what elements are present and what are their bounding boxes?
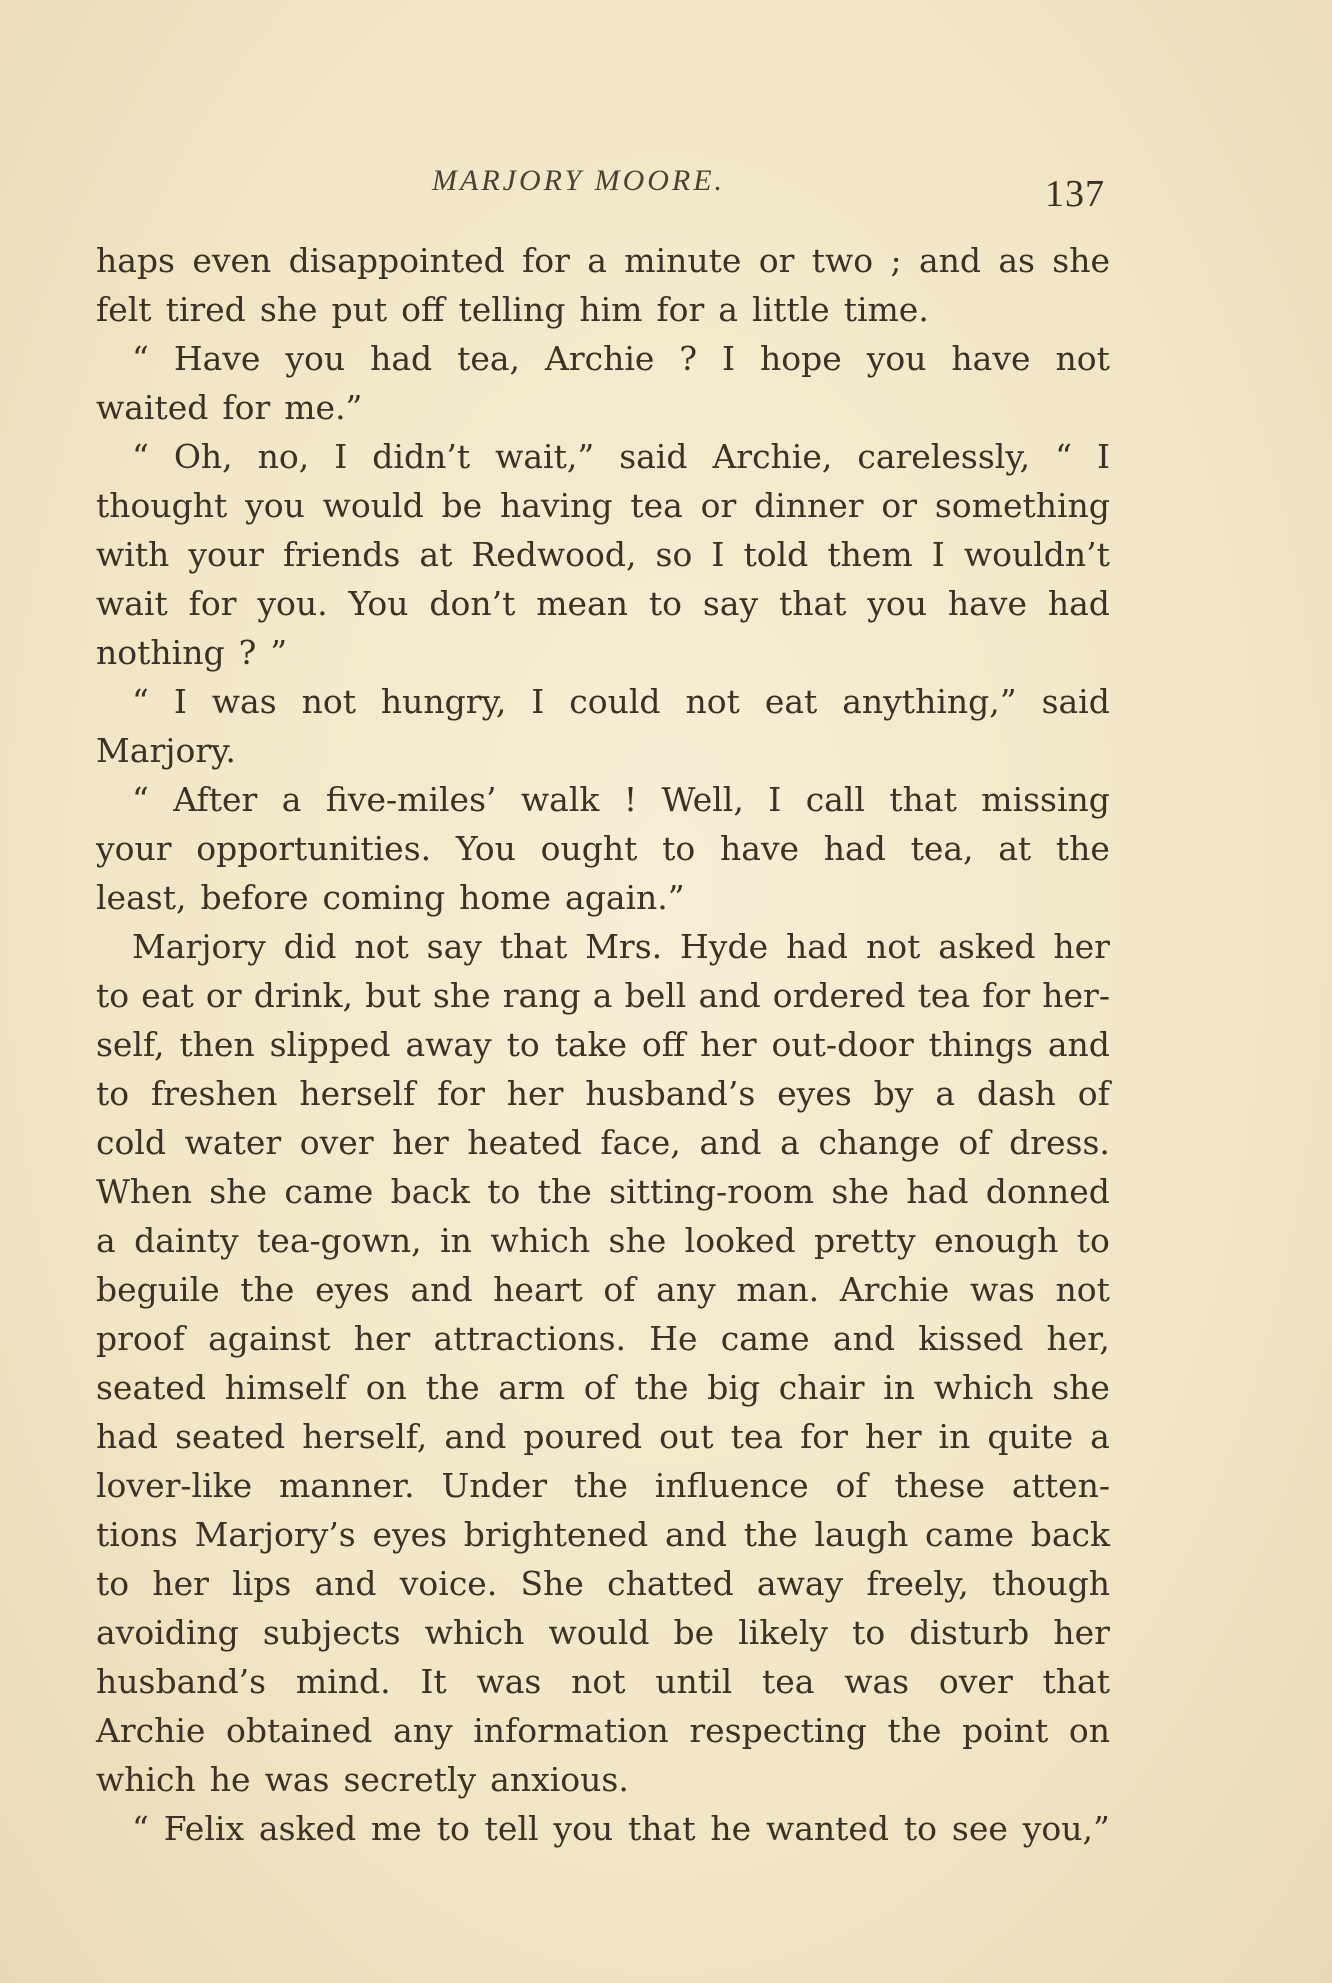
text-line: your opportunities. You ought to have had tea, at the xyxy=(96,829,1110,868)
text-line: Archie obtained any information respecting the point on xyxy=(96,1711,1110,1750)
text-line: When she came back to the sitting-room she had donned xyxy=(96,1172,1110,1211)
body-text xyxy=(96,236,1110,1853)
page-number: 137 xyxy=(1045,173,1105,215)
text-line: “ Have you had tea, Archie ? I hope you have not xyxy=(132,339,1110,378)
text-line: waited for me.” xyxy=(96,388,363,427)
text-line: to eat or drink, but she rang a bell and ordered tea for her- xyxy=(96,976,1110,1015)
text-line: thought you would be having tea or dinner or something xyxy=(96,486,1110,525)
text-line: cold water over her heated face, and a change of dress. xyxy=(96,1123,1110,1162)
text-line: “ After a five-miles’ walk ! Well, I call that missing xyxy=(132,780,1110,819)
text-line: with your friends at Redwood, so I told them I wouldn’t xyxy=(96,535,1110,574)
text-line: seated himself on the arm of the big chair in which she xyxy=(96,1368,1110,1407)
text-line: “ I was not hungry, I could not eat anything,” said xyxy=(132,682,1110,721)
text-line: lover-like manner. Under the influence of these atten- xyxy=(96,1466,1110,1505)
text-line: to her lips and voice. She chatted away freely, though xyxy=(96,1564,1110,1603)
text-line: which he was secretly anxious. xyxy=(96,1760,629,1799)
text-line: “ Oh, no, I didn’t wait,” said Archie, carelessly, “ I xyxy=(132,437,1110,476)
text-line: self, then slipped away to take off her out-door things and xyxy=(96,1025,1110,1064)
running-title: MARJORY MOORE. xyxy=(432,164,726,197)
text-line: tions Marjory’s eyes brightened and the laugh came back xyxy=(96,1515,1110,1554)
text-line: nothing ? ” xyxy=(96,633,288,672)
text-line: haps even disappointed for a minute or two ; and as she xyxy=(96,241,1110,280)
running-head xyxy=(0,160,1332,215)
text-line: had seated herself, and poured out tea for her in quite a xyxy=(96,1417,1110,1456)
text-line: to freshen herself for her husband’s eyes by a dash of xyxy=(96,1074,1110,1113)
text-line: least, before coming home again.” xyxy=(96,878,685,917)
text-line: “ Felix asked me to tell you that he wanted to see you,” xyxy=(132,1809,1110,1848)
text-line: avoiding subjects which would be likely to disturb her xyxy=(96,1613,1110,1652)
text-line: beguile the eyes and heart of any man. Archie was not xyxy=(96,1270,1110,1309)
text-line: a dainty tea-gown, in which she looked pretty enough to xyxy=(96,1221,1110,1260)
text-line: wait for you. You don’t mean to say that you have had xyxy=(96,584,1110,623)
text-line: husband’s mind. It was not until tea was over that xyxy=(96,1662,1110,1701)
text-line: Marjory. xyxy=(96,731,236,770)
text-line: Marjory did not say that Mrs. Hyde had not asked her xyxy=(132,927,1110,966)
text-line: proof against her attractions. He came and kissed her, xyxy=(96,1319,1110,1358)
text-line: felt tired she put off telling him for a little time. xyxy=(96,290,929,329)
